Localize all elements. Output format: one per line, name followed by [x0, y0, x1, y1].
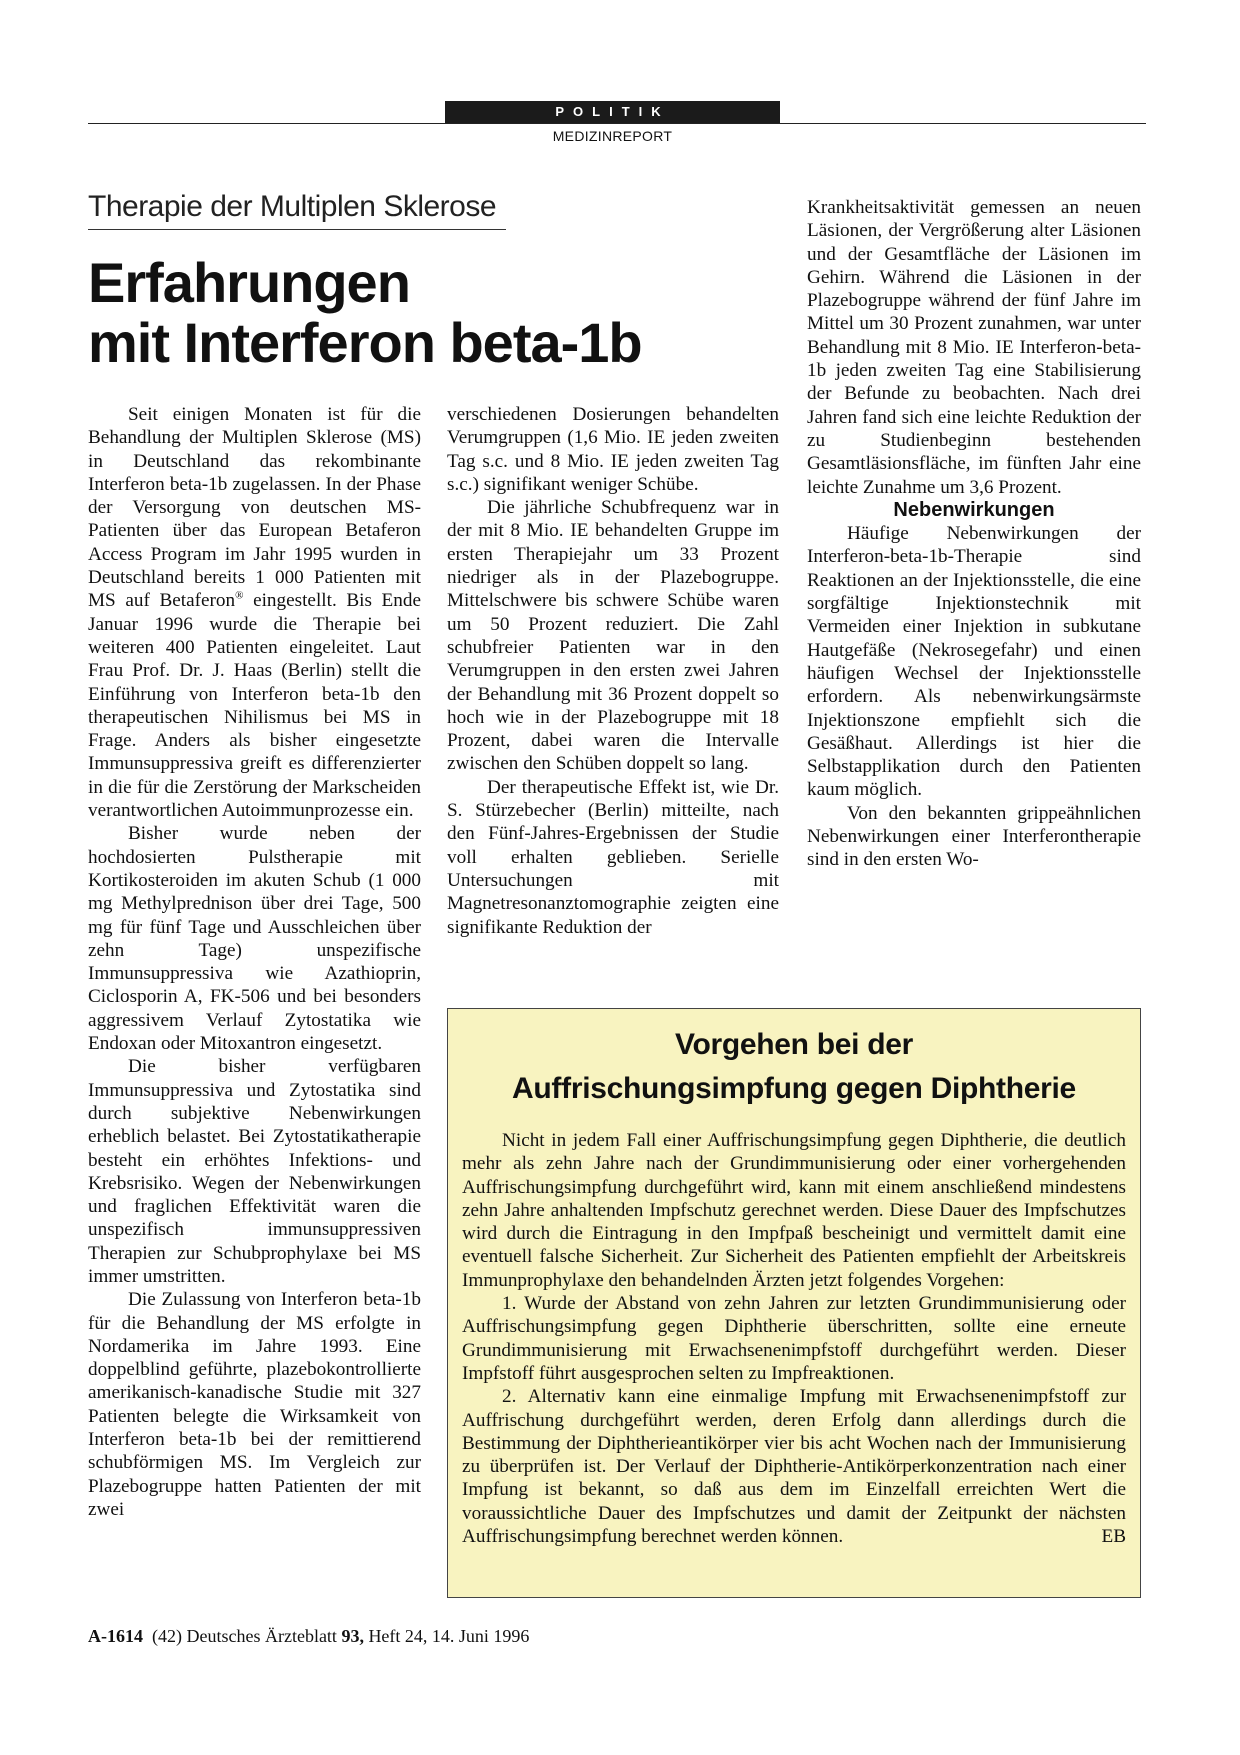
text-column-1	[88, 403, 421, 1521]
registered-mark: ®	[235, 589, 244, 602]
paragraph: Krankheitsaktivität gemessen an neuen Läsionen, der Vergrößerung alter Läsionen und der Gesamtfläche der Läsionen im Gehirn. Während die Läsionen in der Plazebogruppe während der fünf Jahre im Mittel um 30 Prozent zunahmen, war unter Behandlung mit 8 Mio. IE Interferon-beta-1b jeden zweiten Tag eine Stabilisierung der Befunde zu beobachten. Nach drei Jahren fand sich eine leichte Reduktion der zu Studienbeginn bestehenden Gesamtläsionsfläche, im fünften Jahr eine leichte Zunahme um 3,6 Prozent.	[807, 197, 1141, 498]
article-kicker: Therapie der Multiplen Sklerose	[88, 190, 506, 230]
header-rule	[88, 123, 1146, 124]
info-box-title	[462, 1023, 1126, 1111]
paragraph: verschiedenen Dosierungen behandelten Verumgruppen (1,6 Mio. IE jeden zweiten Tag s.c. und 8 Mio. IE jeden zweiten Tag s.c.) signifikant weniger Schübe.	[447, 404, 779, 495]
info-box-body	[462, 1129, 1126, 1548]
volume-number: 93,	[341, 1626, 364, 1646]
paragraph-text: eingestellt. Bis Ende Januar 1996 wurde die Therapie bei weiteren 400 Patienten eingeleitet. Laut Frau Prof. Dr. J. Haas (Berlin) stellt die Einführung von Interferon beta-1b den therapeutischen Nihilismus bei MS in Frage. Anders als bisher eingesetzte Immunsuppressiva greift es differenzierter in die für die Zerstörung der Markscheiden verantwortlichen Autoimmunprozesse ein.	[88, 590, 421, 822]
journal-name: (42) Deutsches Ärzteblatt	[152, 1626, 337, 1646]
paragraph: Die jährliche Schubfrequenz war in der mit 8 Mio. IE behandelten Gruppe im ersten Therapiejahr um 33 Prozent niedriger als in der Plazebogruppe. Mittelschwere bis schwere Schübe waren um 50 Prozent reduziert. Die Zahl schubfreier Patienten war in den Verumgruppen in den ersten zwei Jahren der Behandlung mit 36 Prozent doppelt so hoch wie in der Plazebogruppe mit 18 Prozent, dabei waren die Intervalle zwischen den Schüben doppelt so lang.	[447, 497, 779, 775]
paragraph: Häufige Nebenwirkungen der Interferon-beta-1b-Therapie sind Reaktionen an der Injektionsstelle, die eine sorgfältige Injektionstechnik mit Vermeiden einer Injektion in subkutane Hautgefäße (Nekrosegefahr) und einen häufigen Wechsel der Injektionsstelle erfordern. Als nebenwirkungsärmste Injektionszone empfiehlt sich die Gesäßhaut. Allerdings ist hier die Selbstapplikation durch den Patienten kaum möglich.	[807, 523, 1141, 801]
info-box-title-line-1: Vorgehen bei der	[674, 1028, 914, 1061]
paragraph: Der therapeutische Effekt ist, wie Dr. S. Stürzebecher (Berlin) mitteilte, nach den Fünf-Jahres-Ergebnissen der Studie voll erhalten geblieben. Serielle Untersuchungen mit Magnetresonanztomographie zeigten eine signifikante Reduktion der	[447, 776, 779, 938]
author-signature: EB	[1101, 1526, 1126, 1548]
paragraph: Von den bekannten grippeähnlichen Nebenwirkungen einer Interferontherapie sind in den ersten Wo-	[807, 802, 1141, 871]
paragraph: Bisher wurde neben der hochdosierten Pulstherapie mit Kortikosteroiden im akuten Schub (1 000 mg Methylprednison über drei Tage, 500 mg für fünf Tage und Ausschleichen über zehn Tage) unspezifische Immunsuppressiva wie Azathioprin, Ciclosporin A, FK-506 und bei besonders aggressivem Verlauf Zytostatika wie Endoxan oder Mitoxantron eingesetzt.	[88, 823, 421, 1055]
text-column-2	[447, 403, 779, 939]
paragraph: 1. Wurde der Abstand von zehn Jahren zur letzten Grundimmunisierung oder Auffrischungsimpfung gegen Diphtherie überschritten, sollte eine erneute Grundimmunisierung mit Erwachsenenimpfstoff durchgeführt werden. Dieser Impfstoff führt ausgesprochen selten zu Impfreaktionen.	[462, 1293, 1126, 1384]
paragraph: Die Zulassung von Interferon beta-1b für die Behandlung der MS erfolgte in Nordamerika im Jahre 1993. Eine doppelblind geführte, plazebokontrollierte amerikanisch-kanadische Studie mit 327 Patienten belegte die Wirksamkeit von Interferon beta-1b bei der remittierend schubförmigen MS. Im Vergleich zur Plazebogruppe hatten Patienten der mit zwei	[88, 1289, 421, 1520]
subsection-label: MEDIZINREPORT	[552, 128, 673, 144]
info-box-diphtheria	[447, 1008, 1141, 1598]
issue-date: Heft 24, 14. Juni 1996	[368, 1626, 530, 1646]
article-headline	[88, 253, 728, 373]
section-label: POLITIK	[445, 101, 780, 123]
paragraph	[462, 1385, 1126, 1548]
text-column-3	[807, 196, 1141, 872]
subheading-side-effects: Nebenwirkungen	[893, 498, 1055, 521]
headline-line-1: Erfahrungen	[88, 251, 410, 314]
page-number: A-1614	[88, 1626, 143, 1646]
paragraph-text: Seit einigen Monaten ist für die Behandlung der Multiplen Sklerose (MS) in Deutschland das rekombinante Interferon beta-1b zugelassen. In der Phase der Versorgung von deutschen MS-Patienten über das European Betaferon Access Program im Jahr 1995 wurden in Deutschland bereits 1 000 Patienten mit MS auf Betaferon	[88, 404, 421, 612]
headline-line-2: mit Interferon beta-1b	[88, 311, 642, 374]
paragraph	[88, 403, 421, 822]
paragraph: Die bisher verfügbaren Immunsuppressiva und Zytostatika sind durch subjektive Nebenwirkungen erheblich belastet. Bei Zytostatikatherapie besteht ein erhöhtes Infektions- und Krebsrisiko. Wegen der Nebenwirkungen und fraglichen Effektivität waren die unspezifisch immunsuppressiven Therapien zur Schubprophylaxe bei MS immer umstritten.	[88, 1056, 421, 1287]
page-footer	[88, 1626, 529, 1647]
paragraph-text: 2. Alternativ kann eine einmalige Impfung mit Erwachsenenimpfstoff zur Auffrischung durchgeführt werden, deren Erfolg dann allerdings durch die Bestimmung der Diphtherieantikörper vier bis acht Wochen nach der Immunisierung zu überprüfen ist. Der Verlauf der Diphtherie-Antikörperkonzentration nach einer Impfung ist bekannt, so daß aus dem im Einzelfall erreichten Wert die voraussichtliche Dauer des Impfschutzes und damit der Zeitpunkt der nächsten Auffrischungsimpfung berechnet werden können.	[462, 1386, 1126, 1548]
paragraph: Nicht in jedem Fall einer Auffrischungsimpfung gegen Diphtherie, die deutlich mehr als zehn Jahre nach der Grundimmunisierung oder einer vorhergehenden Auffrischungsimpfung durchgeführt wird, kann mit einem anschließend mindestens zehn Jahre anhaltenden Impfschutz gerechnet werden. Diese Dauer des Impfschutzes wird durch die Eintragung in den Impfpaß bescheinigt und vermittelt damit eine eventuell falsche Sicherheit. Zur Sicherheit des Patienten empfiehlt der Arbeitskreis Immunprophylaxe den behandelnden Ärzten jetzt folgendes Vorgehen:	[462, 1130, 1126, 1291]
info-box-title-line-2: Auffrischungsimpfung gegen Diphtherie	[512, 1072, 1076, 1105]
